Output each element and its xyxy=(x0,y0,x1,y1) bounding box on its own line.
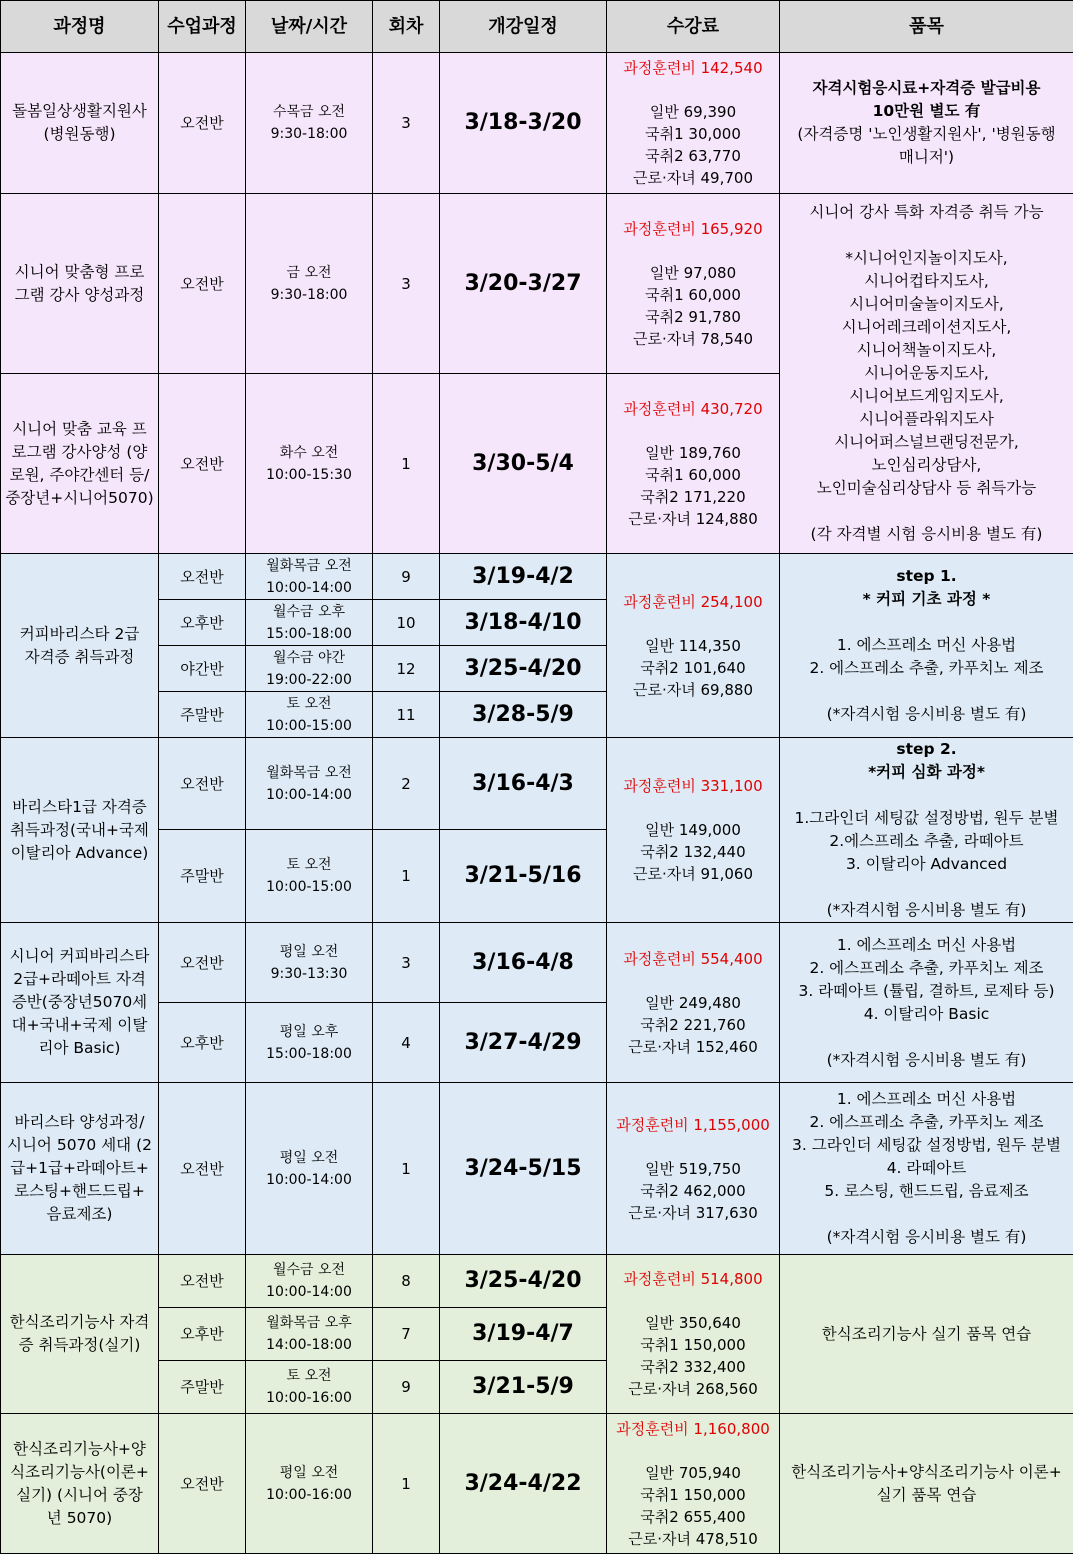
class-type: 오후반 xyxy=(159,1308,246,1361)
table-row xyxy=(1,53,1073,194)
tuition-cell xyxy=(607,923,780,1083)
course-name: 시니어 맞춤 교육 프 로그램 강사양성 (양 로원, 주야간센터 등/ 중장년+시니어5070) xyxy=(1,374,159,554)
course-name: 바리스타 양성과정/ 시니어 5070 세대 (2 급+1급+라떼아트+ 로스팅+핸드드립+ 음료제조) xyxy=(1,1083,159,1255)
date-time: 월수금 야간 19:00-22:00 xyxy=(246,646,373,692)
header-class-type: 수업과정 xyxy=(159,1,246,53)
tuition-cell xyxy=(607,374,780,554)
course-name: 한식조리기능사+양 식조리기능사(이론+ 실기) (시니어 중장 년 5070) xyxy=(1,1414,159,1554)
start-schedule: 3/21-5/16 xyxy=(440,830,607,923)
items-note: step 2. *커피 심화 과정* xyxy=(868,740,985,781)
items-text: (자격증명 '노인생활지원사', '병원동행 매니저') xyxy=(797,125,1056,166)
start-schedule: 3/25-4/20 xyxy=(440,1255,607,1308)
table-row xyxy=(1,1414,1073,1554)
items-text: 1.그라인더 세팅값 설정방법, 원두 분별 2.에스프레소 추출, 라떼아트 3. 이탈리아 Advanced (*자격시험 응시비용 별도 有) xyxy=(794,809,1059,919)
date-time: 월수금 오후 15:00-18:00 xyxy=(246,600,373,646)
class-type: 오전반 xyxy=(159,738,246,830)
items-note: 자격시험응시료+자격증 발급비용 10만원 별도 有 xyxy=(812,79,1041,120)
header-tuition: 수강료 xyxy=(607,1,780,53)
date-time: 금 오전 9:30-18:00 xyxy=(246,194,373,374)
start-schedule: 3/28-5/9 xyxy=(440,692,607,738)
start-schedule: 3/24-5/15 xyxy=(440,1083,607,1255)
sessions: 9 xyxy=(373,554,440,600)
class-type: 오전반 xyxy=(159,1255,246,1308)
start-schedule: 3/18-3/20 xyxy=(440,53,607,194)
date-time: 평일 오후 15:00-18:00 xyxy=(246,1003,373,1083)
course-name: 바리스타1급 자격증 취득과정(국내+국제 이탈리아 Advance) xyxy=(1,738,159,923)
class-type: 오전반 xyxy=(159,554,246,600)
sessions: 3 xyxy=(373,923,440,1003)
header-sessions: 회차 xyxy=(373,1,440,53)
class-type: 오전반 xyxy=(159,1414,246,1554)
sessions: 1 xyxy=(373,374,440,554)
course-name: 돌봄일상생활지원사 (병원동행) xyxy=(1,53,159,194)
sessions: 3 xyxy=(373,53,440,194)
class-type: 오전반 xyxy=(159,923,246,1003)
date-time: 토 오전 10:00-15:00 xyxy=(246,692,373,738)
class-type: 주말반 xyxy=(159,692,246,738)
tuition-cell xyxy=(607,1083,780,1255)
table-row xyxy=(1,554,1073,600)
items-text: 한식조리기능사 실기 품목 연습 xyxy=(780,1255,1073,1414)
table-row xyxy=(1,194,1073,374)
tuition-breakdown: 일반 69,390 국취1 30,000 국취2 63,770 근로·자녀 49,700 xyxy=(633,103,753,187)
date-time: 평일 오전 10:00-16:00 xyxy=(246,1414,373,1554)
date-time: 월화목금 오전 10:00-14:00 xyxy=(246,554,373,600)
tuition-breakdown: 일반 97,080 국취1 60,000 국취2 91,780 근로·자녀 78,540 xyxy=(633,263,753,348)
start-schedule: 3/21-5/9 xyxy=(440,1361,607,1414)
tuition-breakdown: 일반 189,760 국취1 60,000 국취2 171,220 근로·자녀 124,880 xyxy=(628,443,758,528)
table-row xyxy=(1,738,1073,830)
course-name: 한식조리기능사 자격 증 취득과정(실기) xyxy=(1,1255,159,1414)
class-type: 오후반 xyxy=(159,1003,246,1083)
tuition-total: 과정훈련비 142,540 xyxy=(623,59,763,77)
tuition-cell xyxy=(607,554,780,738)
start-schedule: 3/18-4/10 xyxy=(440,600,607,646)
date-time: 수목금 오전 9:30-18:00 xyxy=(246,53,373,194)
sessions: 9 xyxy=(373,1361,440,1414)
class-type: 오전반 xyxy=(159,374,246,554)
items-text: 한식조리기능사+양식조리기능사 이론+ 실기 품목 연습 xyxy=(780,1414,1073,1554)
class-type: 오전반 xyxy=(159,53,246,194)
course-name: 시니어 커피바리스타 2급+라떼아트 자격 증반(중장년5070세 대+국내+국제 이탈 리아 Basic) xyxy=(1,923,159,1083)
sessions: 8 xyxy=(373,1255,440,1308)
tuition-cell xyxy=(607,53,780,194)
tuition-total: 과정훈련비 254,100 xyxy=(623,592,763,611)
tuition-total: 과정훈련비 165,920 xyxy=(623,219,763,238)
start-schedule: 3/19-4/2 xyxy=(440,554,607,600)
table-row xyxy=(1,1083,1073,1255)
header-row xyxy=(1,1,1073,53)
start-schedule: 3/25-4/20 xyxy=(440,646,607,692)
date-time: 토 오전 10:00-15:00 xyxy=(246,830,373,923)
tuition-cell xyxy=(607,194,780,374)
class-type: 오후반 xyxy=(159,600,246,646)
items-cell xyxy=(780,738,1073,923)
start-schedule: 3/27-4/29 xyxy=(440,1003,607,1083)
sessions: 2 xyxy=(373,738,440,830)
sessions: 11 xyxy=(373,692,440,738)
start-schedule: 3/24-4/22 xyxy=(440,1414,607,1554)
start-schedule: 3/20-3/27 xyxy=(440,194,607,374)
class-type: 야간반 xyxy=(159,646,246,692)
tuition-total: 과정훈련비 1,155,000 xyxy=(616,1115,770,1134)
start-schedule: 3/30-5/4 xyxy=(440,374,607,554)
class-type: 주말반 xyxy=(159,830,246,923)
date-time: 월화목금 오후 14:00-18:00 xyxy=(246,1308,373,1361)
class-type: 오전반 xyxy=(159,194,246,374)
tuition-cell xyxy=(607,1255,780,1414)
items-text: 1. 에스프레소 머신 사용법 2. 에스프레소 추출, 카푸치노 제조 3. 라떼아트 (튤립, 결하트, 로제타 등) 4. 이탈리아 Basic (*자격시험 응시비용 별도 有) xyxy=(780,923,1073,1083)
tuition-total: 과정훈련비 331,100 xyxy=(623,777,763,795)
table-row xyxy=(1,1255,1073,1308)
start-schedule: 3/16-4/8 xyxy=(440,923,607,1003)
tuition-breakdown: 일반 114,350 국취2 101,640 근로·자녀 69,880 xyxy=(633,636,753,699)
class-type: 오전반 xyxy=(159,1083,246,1255)
course-name: 시니어 맞춤형 프로 그램 강사 양성과정 xyxy=(1,194,159,374)
sessions: 3 xyxy=(373,194,440,374)
header-course-name: 과정명 xyxy=(1,1,159,53)
items-note: step 1. * 커피 기초 과정 * xyxy=(862,567,991,608)
tuition-total: 과정훈련비 514,800 xyxy=(623,1270,763,1288)
tuition-cell xyxy=(607,1414,780,1554)
items-cell xyxy=(780,53,1073,194)
date-time: 화수 오전 10:00-15:30 xyxy=(246,374,373,554)
items-text: 시니어 강사 특화 자격증 취득 가능 *시니어인지놀이지도사, 시니어컵타지도사, 시니어미술놀이지도사, 시니어레크레이션지도사, 시니어책놀이지도사, 시니어운동지도사, 시니어보드게임지도사, 시니어플라워지도사 시니어퍼스널브랜딩전문가, 노인심리상담사, 노인미술심리상담사 등 취득가능 (각 자격별 시험 응시비용 별도 有) xyxy=(780,194,1073,554)
header-start-schedule: 개강일정 xyxy=(440,1,607,53)
date-time: 월수금 오전 10:00-14:00 xyxy=(246,1255,373,1308)
sessions: 4 xyxy=(373,1003,440,1083)
sessions: 1 xyxy=(373,1083,440,1255)
sessions: 10 xyxy=(373,600,440,646)
date-time: 토 오전 10:00-16:00 xyxy=(246,1361,373,1414)
sessions: 1 xyxy=(373,1414,440,1554)
tuition-breakdown: 일반 149,000 국취2 132,440 근로·자녀 91,060 xyxy=(633,821,753,883)
tuition-total: 과정훈련비 1,160,800 xyxy=(616,1419,770,1438)
sessions: 12 xyxy=(373,646,440,692)
table-row xyxy=(1,923,1073,1003)
header-date-time: 날짜/시간 xyxy=(246,1,373,53)
tuition-breakdown: 일반 519,750 국취2 462,000 근로·자녀 317,630 xyxy=(628,1159,758,1222)
sessions: 1 xyxy=(373,830,440,923)
course-name: 커피바리스타 2급 자격증 취득과정 xyxy=(1,554,159,738)
sessions: 7 xyxy=(373,1308,440,1361)
start-schedule: 3/19-4/7 xyxy=(440,1308,607,1361)
date-time: 평일 오전 9:30-13:30 xyxy=(246,923,373,1003)
tuition-breakdown: 일반 705,940 국취1 150,000 국취2 655,400 근로·자녀 478,510 xyxy=(628,1463,758,1548)
start-schedule: 3/16-4/3 xyxy=(440,738,607,830)
tuition-total: 과정훈련비 430,720 xyxy=(623,399,763,418)
header-items: 품목 xyxy=(780,1,1073,53)
items-text: 1. 에스프레소 머신 사용법 2. 에스프레소 추출, 카푸치노 제조 (*자격시험 응시비용 별도 有) xyxy=(809,636,1044,723)
date-time: 월화목금 오전 10:00-14:00 xyxy=(246,738,373,830)
date-time: 평일 오전 10:00-14:00 xyxy=(246,1083,373,1255)
items-text: 1. 에스프레소 머신 사용법 2. 에스프레소 추출, 카푸치노 제조 3. 그라인더 세팅값 설정방법, 원두 분별 4. 라떼아트 5. 로스팅, 핸드드립, 음료제조 (*자격시험 응시비용 별도 有) xyxy=(780,1083,1073,1255)
tuition-breakdown: 일반 350,640 국취1 150,000 국취2 332,400 근로·자녀 268,560 xyxy=(628,1314,758,1398)
tuition-total: 과정훈련비 554,400 xyxy=(623,949,763,968)
tuition-breakdown: 일반 249,480 국취2 221,760 근로·자녀 152,460 xyxy=(628,993,758,1056)
class-type: 주말반 xyxy=(159,1361,246,1414)
items-cell xyxy=(780,554,1073,738)
tuition-cell xyxy=(607,738,780,923)
